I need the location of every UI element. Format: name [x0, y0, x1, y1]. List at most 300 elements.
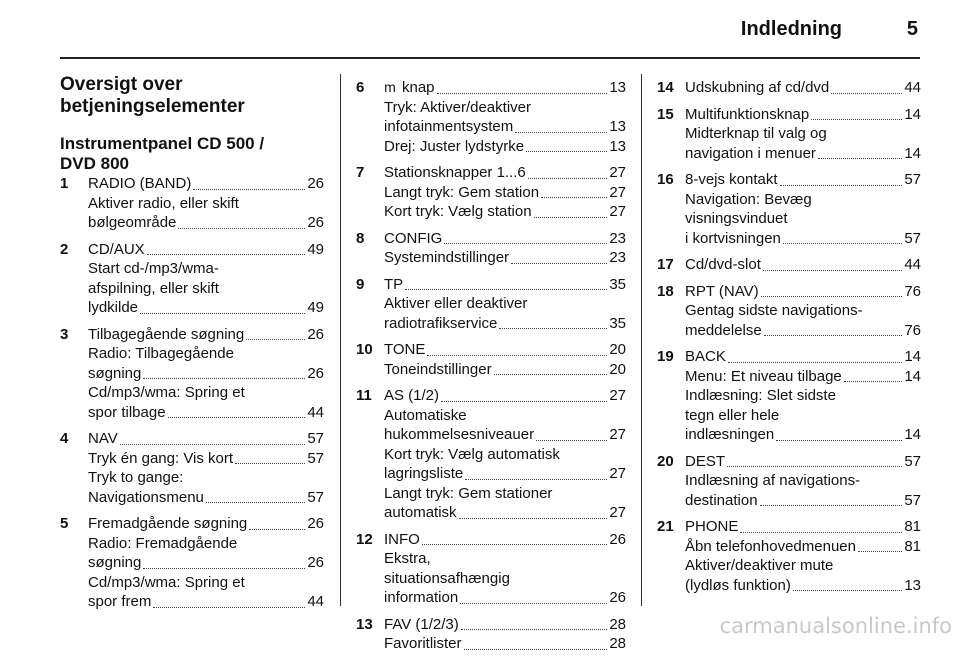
page-reference-link[interactable]: 28 [609, 615, 626, 633]
page-reference-link[interactable]: 26 [609, 530, 626, 548]
entry-text [384, 615, 459, 635]
control-entry [356, 78, 626, 156]
entry-line [88, 534, 324, 554]
page-title: Indledning [740, 18, 842, 40]
dot-leader [764, 335, 903, 336]
entry-line [88, 592, 324, 612]
control-entry [60, 240, 324, 318]
power-icon: m [384, 79, 396, 95]
entry-number: 6 [356, 79, 365, 96]
control-entry [356, 163, 626, 222]
entry-text [88, 259, 219, 279]
dot-leader [818, 158, 902, 159]
entry-line [685, 347, 921, 367]
page-reference-link[interactable]: 27 [609, 504, 626, 521]
entry-text [685, 124, 827, 144]
entry-line [88, 364, 324, 384]
page-reference-link[interactable]: 14 [904, 367, 921, 385]
entry-label: FAV (1/2/3) [384, 615, 459, 633]
dot-leader [427, 355, 607, 356]
entry-text [88, 573, 245, 593]
entry-text [384, 503, 457, 523]
entry-label: BACK [685, 348, 726, 365]
entry-text [384, 229, 442, 249]
entry-line [88, 174, 324, 194]
entry-label: Indlæsning af navigations- [685, 472, 861, 489]
entry-text [88, 240, 145, 260]
entry-label: Drej: Juster lydstyrke [384, 137, 525, 155]
entry-label: Midterknap til valg og [685, 125, 827, 142]
entry-label: TP [384, 275, 404, 293]
entry-text [88, 344, 234, 364]
entry-line [88, 259, 324, 279]
page-reference-link[interactable]: 44 [904, 256, 921, 273]
entry-text [384, 98, 531, 118]
column-2 [356, 78, 626, 661]
page-reference-link[interactable]: 20 [609, 360, 626, 378]
entry-line [88, 240, 324, 260]
entry-number: 11 [356, 387, 372, 404]
entry-label: (lydløs funktion) [685, 576, 791, 594]
entry-line [88, 344, 324, 364]
entry-label: Cd/dvd-slot [685, 256, 761, 273]
entry-number: 14 [657, 79, 674, 96]
entry-label: spor frem [88, 593, 152, 610]
entry-line [685, 406, 921, 426]
entry-label: Start cd-/mp3/wma- [88, 260, 219, 277]
page-reference-link[interactable]: 81 [904, 537, 921, 555]
entry-number: 10 [356, 341, 373, 358]
dot-leader [147, 254, 306, 255]
entry-text [685, 144, 816, 164]
dot-leader [405, 289, 607, 290]
dot-leader [494, 374, 608, 375]
page-reference-link[interactable]: 26 [609, 589, 626, 606]
dot-leader [461, 629, 608, 630]
page-reference-link[interactable]: 26 [307, 554, 324, 571]
page-reference-link[interactable]: 57 [307, 430, 324, 447]
section-subheading-line: Instrumentpanel CD 500 / [60, 134, 265, 153]
entry-line [685, 491, 921, 511]
dot-leader [249, 529, 305, 530]
entry-line [384, 549, 626, 569]
entry-line [384, 229, 626, 249]
entry-line [685, 282, 921, 302]
entry-label: søgning [88, 364, 142, 382]
entry-label: visningsvinduet [685, 210, 788, 227]
entry-line [685, 537, 921, 557]
entry-label: Radio: Tilbagegående [88, 345, 234, 362]
entry-label: Systemindstillinger [384, 249, 510, 266]
page-reference-link[interactable]: 44 [307, 403, 324, 421]
dot-leader [206, 502, 305, 503]
entry-label: INFO [384, 530, 420, 548]
entry-text [384, 360, 492, 380]
dot-leader [460, 603, 607, 604]
entry-label: Menu: Et niveau tilbage [685, 367, 842, 385]
section-heading-line: Oversigt over [60, 74, 183, 95]
page-reference-link[interactable]: 44 [904, 79, 921, 96]
dot-leader [780, 185, 903, 186]
page-reference-link[interactable]: 27 [609, 426, 626, 443]
page-reference-link[interactable]: 27 [609, 203, 626, 220]
entry-text [384, 386, 439, 406]
entry-label: Toneindstillinger [384, 360, 492, 378]
entry-label: AS (1/2) [384, 387, 440, 404]
entry-number: 1 [60, 175, 69, 192]
entry-text [685, 406, 779, 426]
control-entry [356, 615, 626, 654]
dot-leader [528, 178, 608, 179]
entry-line [685, 190, 921, 210]
entry-number: 2 [60, 240, 69, 258]
page-reference-link[interactable]: 13 [609, 79, 626, 96]
entry-line [384, 340, 626, 360]
entry-number: 9 [356, 275, 365, 293]
entry-line [88, 325, 324, 345]
entry-text [88, 364, 141, 384]
page-reference-link[interactable]: 20 [609, 341, 626, 358]
column-divider-1 [340, 74, 341, 606]
entry-label: information [384, 589, 459, 606]
page-reference-link[interactable]: 57 [904, 229, 921, 247]
entry-number: 15 [657, 105, 674, 123]
entry-text [384, 294, 527, 314]
entry-label: Favoritlister [384, 635, 462, 652]
entry-line [384, 588, 626, 608]
entry-line [384, 569, 626, 589]
dot-leader [858, 551, 902, 552]
entry-label: hukommelsesniveauer [384, 426, 535, 443]
entry-text [685, 425, 774, 445]
entry-line [88, 429, 324, 449]
control-entry [356, 386, 626, 523]
page-reference-link[interactable]: 35 [609, 275, 626, 293]
dot-leader [844, 381, 903, 382]
dot-leader [193, 189, 305, 190]
entry-text [384, 275, 403, 295]
entry-label: spor tilbage [88, 403, 166, 421]
entry-text [384, 406, 467, 426]
entry-label: knap [402, 79, 435, 96]
entry-text [88, 449, 233, 469]
page-reference-link[interactable]: 27 [609, 465, 626, 482]
entry-label: Langt tryk: Gem station [384, 183, 540, 201]
page-reference-link[interactable]: 35 [609, 314, 626, 332]
entry-number: 16 [657, 171, 674, 188]
entry-line [384, 98, 626, 118]
entry-line [685, 144, 921, 164]
dot-leader [783, 243, 902, 244]
entry-line [384, 202, 626, 222]
dot-leader [811, 119, 902, 120]
entry-line [685, 576, 921, 596]
page-reference-link[interactable]: 23 [609, 229, 626, 247]
entry-number: 20 [657, 452, 674, 470]
entry-line [384, 248, 626, 268]
entry-line [384, 78, 626, 98]
entry-label: NAV [88, 430, 118, 447]
entry-label: Tilbagegående søgning [88, 325, 245, 343]
column-1 [60, 74, 324, 619]
page-reference-link[interactable]: 26 [307, 175, 324, 192]
entry-text [685, 576, 791, 596]
entry-label: Cd/mp3/wma: Spring et [88, 573, 245, 591]
page-reference-link[interactable]: 27 [609, 183, 626, 201]
dot-leader [499, 328, 607, 329]
entry-label: CONFIG [384, 229, 443, 247]
control-entry [356, 275, 626, 334]
entry-line [384, 634, 626, 654]
entry-text [384, 163, 526, 183]
page-reference-link[interactable]: 57 [307, 449, 324, 467]
dot-leader [541, 197, 607, 198]
entry-line [88, 279, 324, 299]
entry-line [384, 294, 626, 314]
page-number: 5 [906, 18, 918, 40]
entry-number: 8 [356, 229, 365, 247]
dot-leader [536, 440, 607, 441]
control-entry [356, 530, 626, 608]
dot-leader [776, 440, 902, 441]
entry-text [685, 452, 725, 472]
entry-label: bølgeområde [88, 214, 177, 231]
entry-label: radiotrafikservice [384, 314, 498, 332]
section-subheading-line: DVD 800 [60, 154, 129, 173]
dot-leader [761, 296, 903, 297]
entry-label: tegn eller hele [685, 406, 780, 424]
entry-line [384, 530, 626, 550]
page-reference-link[interactable]: 26 [307, 214, 324, 231]
page-reference-link[interactable]: 26 [307, 364, 324, 382]
page-reference-link[interactable]: 13 [609, 118, 626, 135]
page-reference-link[interactable]: 14 [904, 105, 921, 123]
entry-label: Navigation: Bevæg [685, 190, 812, 208]
control-entry [356, 340, 626, 379]
entry-number: 12 [356, 530, 373, 548]
entry-line [384, 183, 626, 203]
entry-text [88, 534, 237, 554]
dot-leader [178, 228, 305, 229]
entry-text [685, 170, 778, 190]
entry-label: Multifunktionsknap [685, 105, 810, 123]
entry-text [88, 592, 151, 612]
dot-leader [760, 505, 903, 506]
entry-line [685, 229, 921, 249]
entry-line [685, 556, 921, 576]
page-reference-link[interactable]: 13 [609, 137, 626, 155]
entry-line [685, 386, 921, 406]
entry-line [384, 360, 626, 380]
page-reference-link[interactable]: 14 [904, 426, 921, 443]
entry-line [88, 573, 324, 593]
entry-label: Tryk: Aktiver/deaktiver [384, 98, 531, 116]
control-entry [60, 514, 324, 612]
control-entry [60, 429, 324, 507]
entry-text [88, 383, 245, 403]
entry-text [88, 429, 118, 449]
entry-label: Cd/mp3/wma: Spring et [88, 384, 245, 401]
page-reference-link[interactable]: 26 [307, 325, 324, 343]
entry-label: lagringsliste [384, 465, 464, 482]
entry-text [685, 386, 836, 406]
entry-line [685, 452, 921, 472]
entry-line [685, 255, 921, 275]
entry-label: i kortvisningen [685, 229, 781, 247]
column-divider-2 [641, 74, 642, 606]
entry-line [685, 367, 921, 387]
control-entry [657, 255, 921, 275]
entry-label: PHONE [685, 518, 739, 535]
entry-line [384, 484, 626, 504]
dot-leader [153, 607, 305, 608]
entry-label: Ekstra, [384, 550, 431, 567]
header-divider [60, 57, 920, 59]
page-reference-link[interactable]: 44 [307, 593, 324, 610]
entry-label: Kort tryk: Vælg automatisk [384, 445, 560, 463]
entry-label: indlæsningen [685, 426, 775, 443]
entry-text [88, 325, 244, 345]
entry-text [384, 634, 462, 654]
entry-text [384, 314, 497, 334]
dot-leader [515, 132, 607, 133]
entry-label: Aktiver radio, eller skift [88, 194, 239, 212]
entry-label: CD/AUX [88, 240, 145, 258]
entry-text [685, 229, 781, 249]
entry-text [88, 279, 219, 299]
page-reference-link[interactable]: 76 [904, 321, 921, 339]
entry-line [384, 314, 626, 334]
page-reference-link[interactable]: 76 [904, 282, 921, 300]
page-reference-link[interactable]: 49 [307, 299, 324, 316]
entry-label: Stationsknapper 1...6 [384, 164, 526, 181]
entry-line [685, 471, 921, 491]
entry-line [685, 517, 921, 537]
entry-text [88, 403, 166, 423]
page-reference-link[interactable]: 13 [904, 576, 921, 594]
control-entry [657, 452, 921, 511]
page-reference-link[interactable]: 27 [609, 387, 626, 404]
entry-text [88, 194, 239, 214]
dot-leader [459, 518, 608, 519]
page-reference-link[interactable]: 14 [904, 144, 921, 162]
entry-label: Tryk én gang: Vis kort [88, 449, 234, 467]
entry-label: Åbn telefonhovedmenuen [685, 537, 856, 555]
control-entry [60, 174, 324, 233]
page-reference-link[interactable]: 23 [609, 249, 626, 266]
entry-number: 4 [60, 430, 69, 447]
dot-leader [143, 568, 305, 569]
entry-line [88, 194, 324, 214]
control-entry [657, 105, 921, 164]
entry-text [685, 321, 762, 341]
page-reference-link[interactable]: 57 [904, 491, 921, 509]
entry-label: RADIO (BAND) [88, 175, 192, 192]
entry-label: Fremadgående søgning [88, 515, 248, 532]
entry-label: infotainmentsystem [384, 118, 514, 135]
entry-label: afspilning, eller skift [88, 279, 219, 297]
entry-text [685, 556, 833, 576]
entry-line [384, 464, 626, 484]
entry-text [384, 202, 532, 222]
dot-leader [422, 544, 607, 545]
entry-line [88, 403, 324, 423]
control-entry [657, 282, 921, 341]
entry-label: Kort tryk: Vælg station [384, 203, 532, 220]
dot-leader [728, 362, 902, 363]
entry-label: Indlæsning: Slet sidste [685, 387, 836, 404]
dot-leader [831, 93, 902, 94]
entry-label: navigation i menuer [685, 144, 816, 162]
page-reference-link[interactable]: 57 [307, 488, 324, 506]
column-3 [657, 78, 921, 602]
dot-leader [763, 270, 902, 271]
entry-number: 5 [60, 515, 69, 532]
entry-line [88, 213, 324, 233]
entry-line [685, 78, 921, 98]
entry-text [384, 183, 539, 203]
entry-text [88, 174, 191, 194]
entry-text [384, 137, 524, 157]
entry-text [685, 347, 726, 367]
page-reference-link[interactable]: 28 [609, 635, 626, 652]
entry-line [88, 488, 324, 508]
entry-line [685, 209, 921, 229]
entry-label: DEST [685, 452, 726, 470]
entry-text [384, 445, 560, 465]
dot-leader [140, 313, 305, 314]
dot-leader [246, 339, 305, 340]
section-heading [60, 74, 324, 118]
control-entry [657, 170, 921, 248]
entry-line [88, 468, 324, 488]
entry-label: Automatiske [384, 406, 467, 424]
page-reference-link[interactable]: 57 [904, 452, 921, 470]
entry-label: søgning [88, 554, 142, 571]
entry-line [88, 449, 324, 469]
page-reference-link[interactable]: 27 [609, 164, 626, 181]
entry-label: RPT (NAV) [685, 282, 759, 300]
entry-text [384, 340, 425, 360]
page-reference-link[interactable]: 81 [904, 518, 921, 535]
entry-label: TONE [384, 341, 426, 358]
entry-text [384, 484, 552, 504]
entry-line [685, 124, 921, 144]
entry-label: meddelelse [685, 321, 762, 339]
entry-number: 17 [657, 256, 674, 273]
page-reference-link[interactable]: 49 [307, 240, 324, 258]
dot-leader [511, 263, 607, 264]
entry-text [88, 468, 183, 488]
entry-text [685, 367, 842, 387]
entry-line [685, 321, 921, 341]
dot-leader [464, 649, 608, 650]
entry-text [685, 190, 812, 210]
page-reference-link[interactable]: 14 [904, 348, 921, 365]
entry-line [685, 105, 921, 125]
entry-line [88, 514, 324, 534]
entry-text [685, 537, 856, 557]
dot-leader [534, 217, 608, 218]
entry-text [685, 255, 761, 275]
entry-text [384, 117, 513, 137]
entry-label: Navigationsmenu [88, 488, 204, 506]
entry-line [384, 386, 626, 406]
page-reference-link[interactable]: 26 [307, 515, 324, 532]
page-reference-link[interactable]: 57 [904, 171, 921, 188]
control-entry [657, 347, 921, 445]
dot-leader [143, 378, 305, 379]
